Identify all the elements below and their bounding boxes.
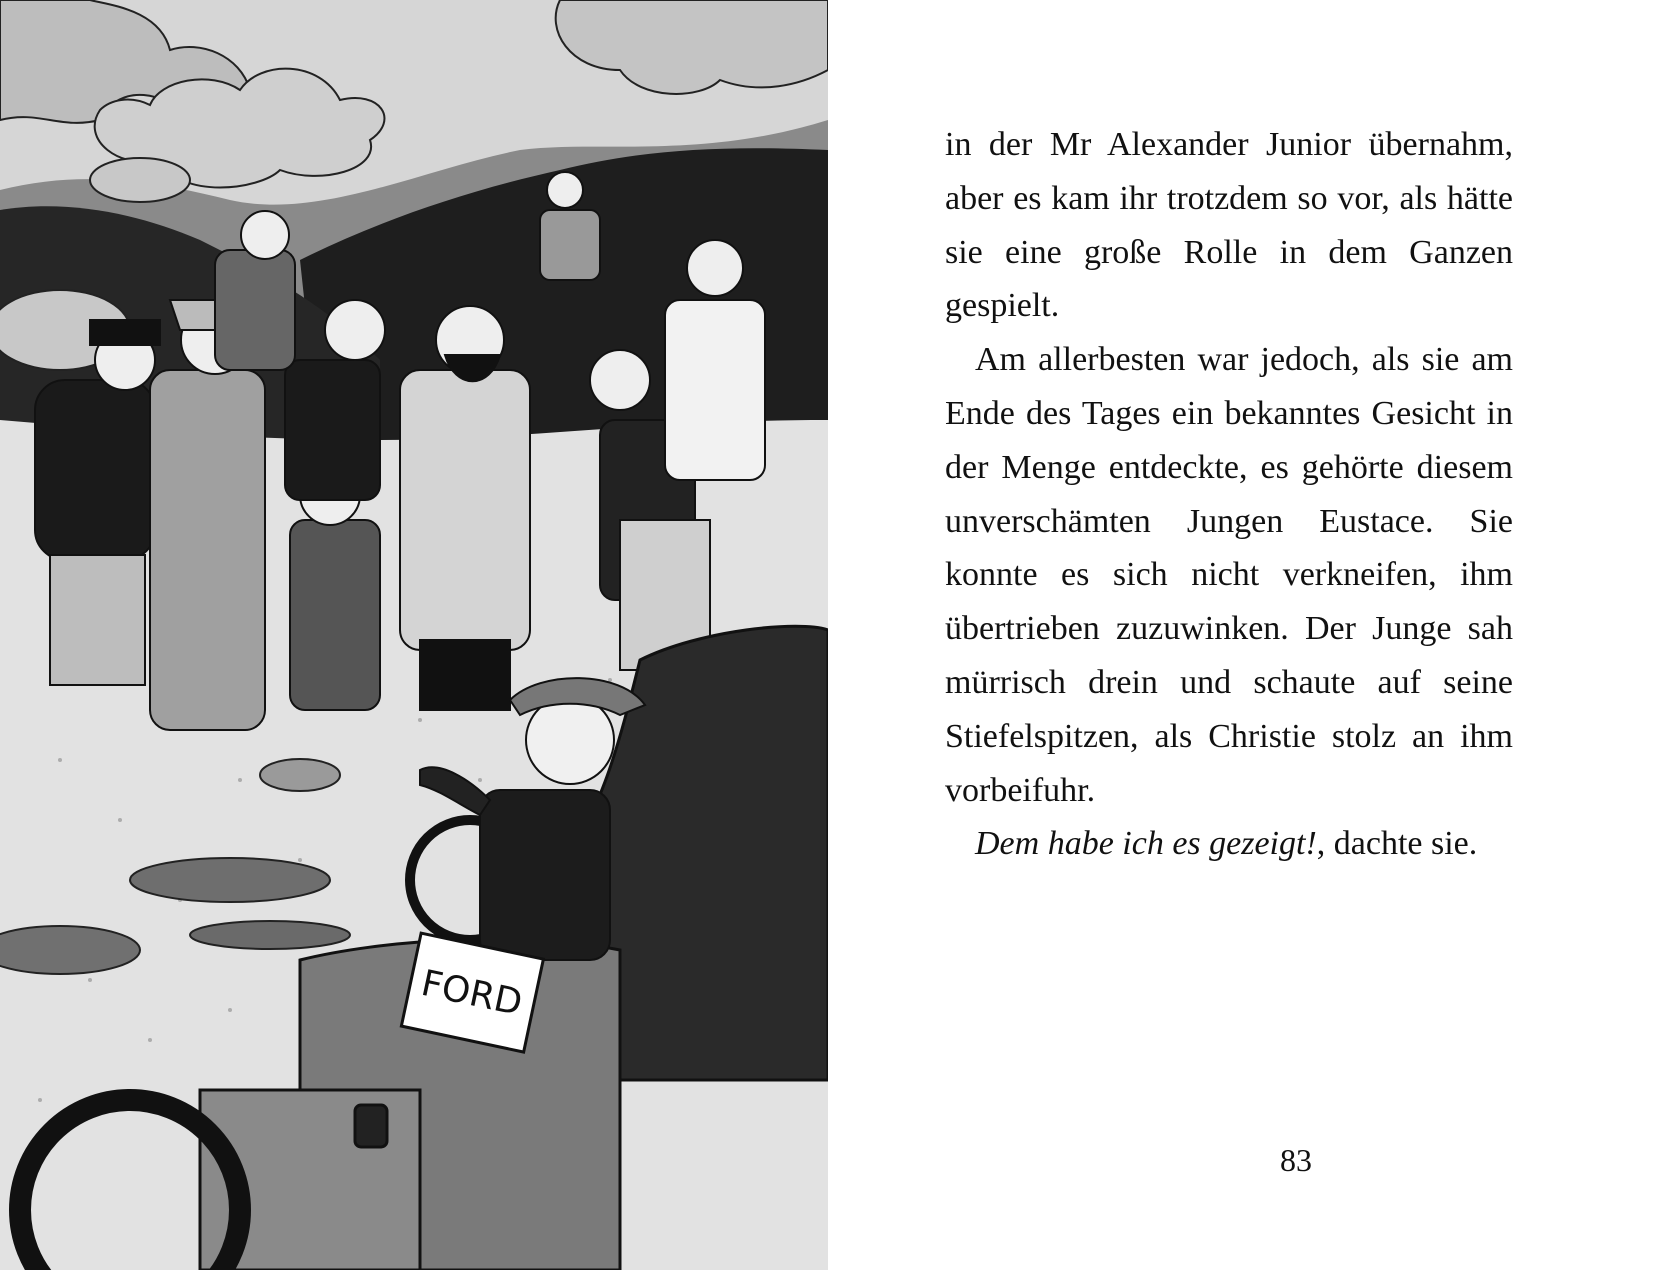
page-number: 83 [1280, 1142, 1312, 1178]
paragraph-3 [945, 817, 1513, 871]
plate-text: FORD [417, 962, 526, 1025]
rock [90, 158, 190, 202]
body-text [945, 118, 1513, 871]
text-page [828, 0, 1654, 1270]
puddle [130, 858, 330, 902]
puddle [190, 921, 350, 949]
paragraph-2: Am allerbesten war jedoch, als sie am Ende des Tages ein bekanntes Gesicht in der Menge entdeckte, es gehörte diesem unverschämten Jungen Eustace. Sie konnte es sich nicht verkneifen, ihm übertrieben zuzuwinken. Der Junge sah mürrisch drein und schaute auf seine Stiefelspitzen, als Christie stolz an ihm vorbeifuhr. [945, 341, 1513, 809]
paragraph-3-italic: Dem habe ich es gezeigt! [975, 825, 1317, 863]
paragraph-3-rest: , dachte sie. [1316, 825, 1478, 863]
puddle [0, 926, 140, 974]
rock [260, 759, 340, 791]
paragraph-1: in der Mr Alexander Junior übernahm, aber es kam ihr trotzdem so vor, als hätte sie eine große Rolle in dem Ganzen gespielt. [945, 126, 1513, 325]
